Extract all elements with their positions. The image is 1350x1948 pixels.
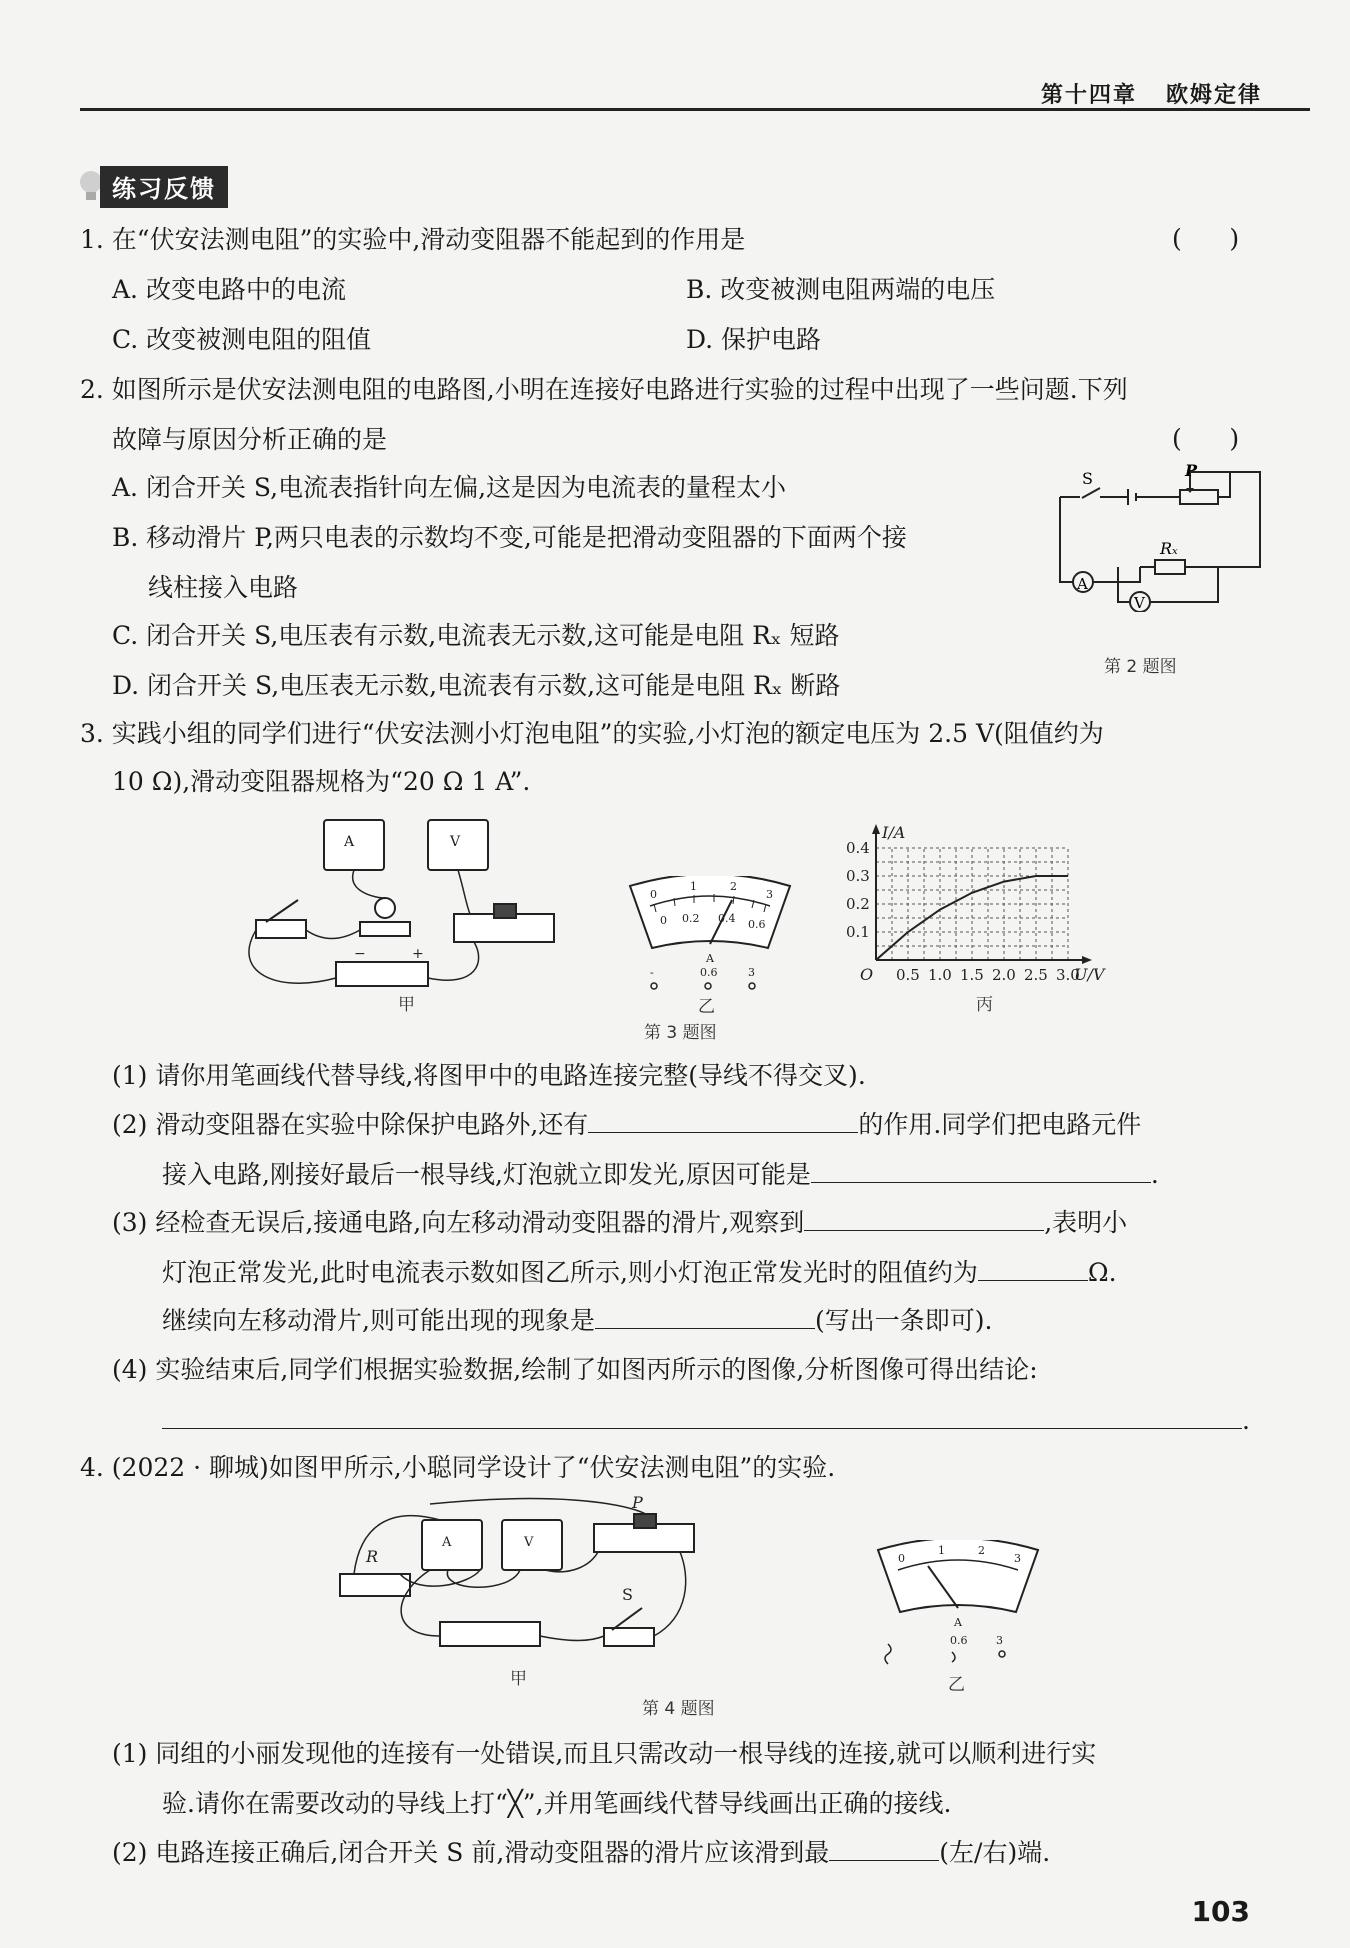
q1-option-d: D. 保护电路 bbox=[686, 325, 822, 354]
dial-unit: A bbox=[706, 952, 714, 965]
switch-label: S bbox=[1082, 469, 1093, 488]
q3-ammeter-dial bbox=[620, 876, 800, 996]
chart-x-tick: 1.5 bbox=[960, 966, 984, 984]
q2-bracket: ( ) bbox=[1172, 424, 1240, 453]
q3-caption-bing: 丙 bbox=[976, 995, 993, 1015]
q3-part3-text-e: 继续向左移动滑片,则可能出现的现象是 bbox=[162, 1306, 595, 1335]
q2-stem-line1: 2. 如图所示是伏安法测电阻的电路图,小明在连接好电路进行实验的过程中出现了一些问题.下列 bbox=[80, 375, 1128, 404]
q4-figure-jia bbox=[330, 1496, 710, 1686]
q4-switch bbox=[604, 1628, 654, 1646]
chart-y-tick: 0.2 bbox=[846, 895, 870, 913]
q1-option-a: A. 改变电路中的电流 bbox=[112, 275, 346, 304]
chart-x-tick: 3.0 bbox=[1056, 966, 1080, 984]
chapter-number: 第十四章 bbox=[1040, 83, 1137, 108]
q3-part2-text-d: . bbox=[1150, 1160, 1159, 1189]
q3-stem-line2: 10 Ω),滑动变阻器规格为“20 Ω 1 A”. bbox=[112, 767, 531, 796]
dial-top-0: 0 bbox=[650, 888, 657, 901]
q3-part3-line3 bbox=[162, 1304, 992, 1337]
q4-slider-label: P bbox=[632, 1496, 643, 1512]
q3-bulb bbox=[375, 898, 395, 918]
chapter-header bbox=[1041, 78, 1262, 109]
q4-part1-line2: 验.请你在需要改动的导线上打“╳”,并用笔画线代替导线画出正确的接线. bbox=[162, 1789, 952, 1818]
svg-text:0.6: 0.6 bbox=[950, 1634, 968, 1647]
q4-caption-yi: 乙 bbox=[948, 1675, 965, 1695]
q4-caption-jia: 甲 bbox=[510, 1669, 527, 1689]
q3-part3-line1 bbox=[112, 1206, 1127, 1239]
chart-y-tick: 0.1 bbox=[846, 923, 870, 941]
header-rule bbox=[80, 108, 1310, 111]
q4-resistor-label: R bbox=[366, 1547, 379, 1566]
chart-ylabel: I/A bbox=[882, 824, 906, 842]
svg-text:A: A bbox=[954, 1616, 962, 1629]
q3-part1: (1) 请你用笔画线代替导线,将图甲中的电路连接完整(导线不得交叉). bbox=[112, 1061, 866, 1090]
q2-option-a: A. 闭合开关 S,电流表指针向左偏,这是因为电流表的量程太小 bbox=[112, 473, 787, 502]
q4-ammeter bbox=[422, 1520, 482, 1570]
q4-ammeter-dial bbox=[868, 1540, 1048, 1670]
section-tag bbox=[78, 166, 228, 208]
q2-circuit-diagram bbox=[1040, 462, 1270, 612]
q3-part3-line2 bbox=[162, 1256, 1117, 1289]
dial-bottom-1: 0.2 bbox=[682, 912, 700, 925]
battery-minus: − bbox=[354, 946, 366, 962]
chart-y-arrow bbox=[872, 824, 880, 834]
section-label: 练习反馈 bbox=[100, 166, 228, 208]
q2-option-d: D. 闭合开关 S,电压表无示数,电流表有示数,这可能是电阻 Rₓ 断路 bbox=[112, 671, 841, 700]
q4-switch-label: S bbox=[622, 1585, 633, 1604]
dial-top-1: 1 bbox=[690, 880, 697, 893]
resistor-label: Rₓ bbox=[1160, 539, 1178, 558]
chart-x-tick: 0.5 bbox=[896, 966, 920, 984]
chart-x-tick: 1.0 bbox=[928, 966, 952, 984]
q1-option-c: C. 改变被测电阻的阻值 bbox=[112, 325, 372, 354]
q3-part3-text-a: (3) 经检查无误后,接通电路,向左移动滑动变阻器的滑片,观察到 bbox=[112, 1208, 805, 1237]
q4-part2-text-b: (左/右)端. bbox=[939, 1838, 1051, 1867]
q3-caption-yi: 乙 bbox=[698, 997, 715, 1017]
battery-plus: + bbox=[412, 946, 424, 962]
q3-battery bbox=[336, 962, 428, 986]
q3-part2-text-b: 的作用.同学们把电路元件 bbox=[858, 1110, 1142, 1139]
q3-blank-1[interactable] bbox=[588, 1108, 858, 1133]
q3-part3-text-c: 灯泡正常发光,此时电流表示数如图乙所示,则小灯泡正常发光时的阻值约为 bbox=[162, 1258, 978, 1287]
q3-blank-3[interactable] bbox=[804, 1206, 1044, 1231]
chart-xlabel: U/V bbox=[1074, 965, 1105, 984]
chapter-title: 欧姆定律 bbox=[1165, 83, 1262, 108]
q3-part2-line1 bbox=[112, 1108, 1141, 1141]
slider-label: P bbox=[1185, 462, 1198, 480]
q3-switch bbox=[256, 920, 306, 938]
q4-battery bbox=[440, 1622, 540, 1646]
ammeter-label: A bbox=[1077, 575, 1088, 593]
q4-stem: 4. (2022 · 聊城)如图甲所示,小聪同学设计了“伏安法测电阻”的实验. bbox=[80, 1453, 836, 1482]
q3-figure-caption: 第 3 题图 bbox=[644, 1023, 717, 1043]
dial-top-3: 3 bbox=[766, 888, 773, 901]
q3-stem-line1: 3. 实践小组的同学们进行“伏安法测小灯泡电阻”的实验,小灯泡的额定电压为 2.5 V(阻值约为 bbox=[80, 719, 1104, 748]
chart-y-tick: 0.3 bbox=[846, 867, 870, 885]
q2-stem-line2: 故障与原因分析正确的是 bbox=[112, 425, 388, 454]
terminal-3: 3 bbox=[748, 966, 755, 979]
svg-text:2: 2 bbox=[978, 1544, 985, 1557]
q3-iu-graph bbox=[832, 824, 1152, 992]
q4-part2 bbox=[112, 1836, 1050, 1869]
q3-part3-text-d: Ω. bbox=[1087, 1258, 1117, 1287]
q3-part2-text-c: 接入电路,刚接好最后一根导线,灯泡就立即发光,原因可能是 bbox=[162, 1160, 811, 1189]
q3-blank-4[interactable] bbox=[978, 1256, 1088, 1281]
q2-figure-caption: 第 2 题图 bbox=[1104, 657, 1177, 677]
q3-blank-6[interactable] bbox=[162, 1404, 1242, 1429]
svg-text:3: 3 bbox=[996, 1634, 1003, 1647]
q4-part1-line1: (1) 同组的小丽发现他的连接有一处错误,而且只需改动一根导线的连接,就可以顺利进行实 bbox=[112, 1739, 1097, 1768]
q3-part2-text-a: (2) 滑动变阻器在实验中除保护电路外,还有 bbox=[112, 1110, 589, 1139]
svg-text:V: V bbox=[450, 834, 461, 850]
svg-text:A: A bbox=[442, 1535, 452, 1550]
q3-bulb-base bbox=[360, 922, 410, 936]
svg-text:0: 0 bbox=[898, 1552, 905, 1565]
q2-option-c: C. 闭合开关 S,电压表有示数,电流表无示数,这可能是电阻 Rₓ 短路 bbox=[112, 621, 840, 650]
q3-blank-5[interactable] bbox=[595, 1304, 815, 1329]
q2-option-b-line1: B. 移动滑片 P,两只电表的示数均不变,可能是把滑动变阻器的下面两个接 bbox=[112, 523, 907, 552]
q3-caption-jia: 甲 bbox=[398, 995, 415, 1015]
q4-figure-caption: 第 4 题图 bbox=[642, 1699, 715, 1719]
dial-bottom-3: 0.6 bbox=[748, 918, 766, 931]
chart-x-tick: 2.5 bbox=[1024, 966, 1048, 984]
q3-part3-text-f: (写出一条即可). bbox=[814, 1306, 993, 1335]
chart-origin: O bbox=[860, 965, 874, 984]
chart-x-tick: 2.0 bbox=[992, 966, 1016, 984]
q3-blank-2[interactable] bbox=[811, 1158, 1151, 1183]
q3-part4: (4) 实验结束后,同学们根据实验数据,绘制了如图丙所示的图像,分析图像可得出结论: bbox=[112, 1355, 1038, 1384]
q1-option-b: B. 改变被测电阻两端的电压 bbox=[686, 275, 996, 304]
chart-x-arrow bbox=[1082, 956, 1092, 964]
q4-part2-text-a: (2) 电路连接正确后,闭合开关 S 前,滑动变阻器的滑片应该滑到最 bbox=[112, 1838, 830, 1867]
q1-bracket: ( ) bbox=[1172, 224, 1240, 253]
dial-bottom-0: 0 bbox=[660, 914, 667, 927]
q1-stem: 1. 在“伏安法测电阻”的实验中,滑动变阻器不能起到的作用是 bbox=[80, 225, 746, 254]
svg-text:3: 3 bbox=[1014, 1552, 1021, 1565]
q3-part3-text-b: ,表明小 bbox=[1044, 1208, 1128, 1237]
svg-text:A: A bbox=[344, 834, 355, 850]
svg-text:1: 1 bbox=[938, 1544, 945, 1557]
terminal-minus: - bbox=[650, 966, 654, 979]
svg-text:V: V bbox=[524, 1535, 534, 1550]
dial-bottom-2: 0.4 bbox=[718, 912, 736, 925]
terminal-0-6: 0.6 bbox=[700, 966, 718, 979]
dial-top-2: 2 bbox=[730, 880, 737, 893]
q3-figure-jia bbox=[236, 812, 576, 1002]
q4-resistor bbox=[340, 1574, 410, 1596]
q4-blank-1[interactable] bbox=[829, 1836, 939, 1861]
q3-part4-end: . bbox=[1242, 1406, 1250, 1435]
q3-part2-line2 bbox=[162, 1158, 1159, 1191]
chart-y-tick: 0.4 bbox=[846, 839, 870, 857]
q3-part4-answer-line bbox=[162, 1404, 1250, 1437]
page-number: 103 bbox=[1191, 1895, 1250, 1928]
voltmeter-label: V bbox=[1134, 594, 1145, 612]
q2-option-b-line2: 线柱接入电路 bbox=[148, 573, 299, 602]
